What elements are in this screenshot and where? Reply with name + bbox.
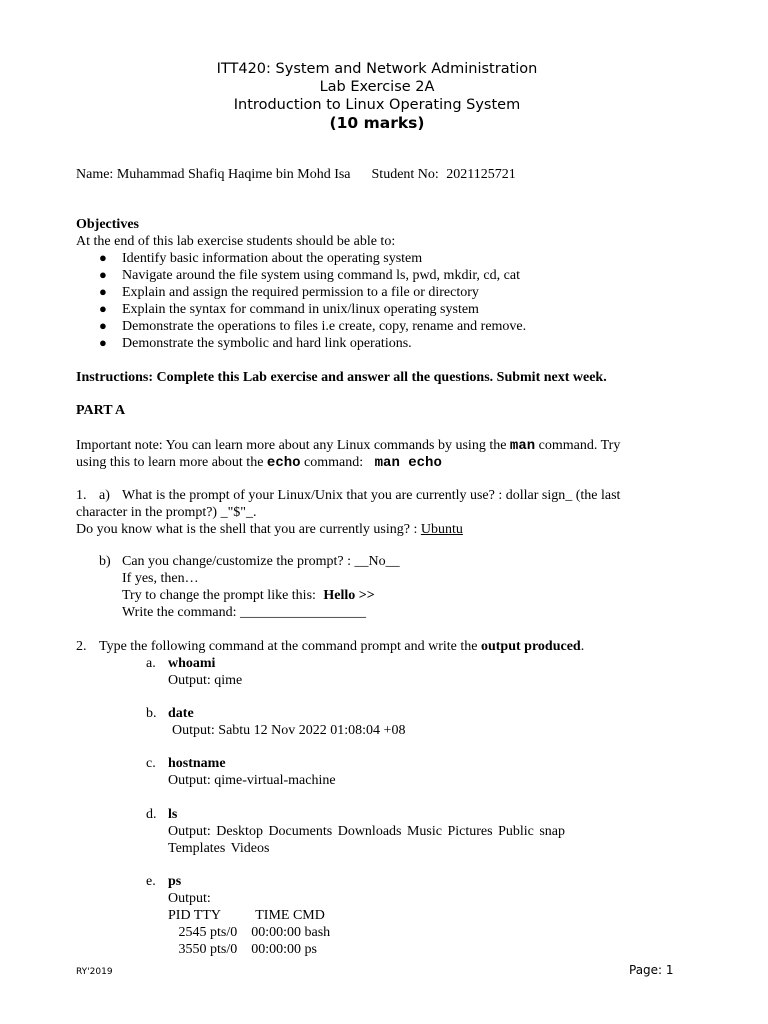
note-line-2: using this to learn more about the echo command: man echo [76,455,442,471]
q2-intro: Type the following command at the command prompt and write the output produced. [99,639,585,654]
q1a-line-1: What is the prompt of your Linux/Unix that you are currently use? : dollar sign_ (the last [122,488,621,503]
bullet-icon: ● [99,284,107,299]
name-label: Name: [76,167,114,182]
objective-item: Demonstrate the operations to files i.e create, copy, rename and remove. [122,319,527,334]
q2-item-label: a. [146,656,156,671]
part-title: PART A [76,403,126,418]
q2-item-output: Output: qime [168,673,243,688]
q1a-label: a) [99,488,110,503]
bullet-icon: ● [99,335,107,350]
bullet-icon: ● [99,267,107,282]
man-command: man [509,438,536,454]
man-echo-command: man echo [374,455,442,471]
student-info [76,166,516,183]
objective-item: Identify basic information about the operating system [122,251,423,266]
ps-output-line: 3550 pts/0 00:00:00 ps [168,942,317,957]
q2-item-label: e. [146,874,156,889]
q1b-line-4: Write the command: __________________ [122,605,367,620]
q1a-line-2: character in the prompt?) _"$"_. [76,505,257,520]
objective-item: Explain the syntax for command in unix/linux operating system [122,302,479,317]
objectives-intro: At the end of this lab exercise students should be able to: [76,234,396,249]
q1b-line-3: Try to change the prompt like this: Hello >> [122,588,375,603]
objective-item: Demonstrate the symbolic and hard link operations. [122,336,412,351]
q1b-line-1: Can you change/customize the prompt? : __No__ [122,554,400,569]
page-number: Page: 1 [629,963,674,977]
student-no-label: Student No: [371,167,439,182]
hello-prompt: Hello >> [323,588,375,603]
q1b-line-2: If yes, then… [122,571,199,586]
q2-item-command: whoami [168,656,216,671]
q2-item-command: hostname [168,756,226,771]
objective-item: Navigate around the file system using command ls, pwd, mkdir, cd, cat [122,268,520,283]
q2-item-output: Output: Sabtu 12 Nov 2022 01:08:04 +08 [172,723,406,738]
marks-title: (10 marks) [329,114,425,132]
q1a-line-3: Do you know what is the shell that you are currently using? : Ubuntu [76,522,463,537]
topic-title: Introduction to Linux Operating System [233,97,521,113]
q2-item-output: Output: qime-virtual-machine [168,773,336,788]
q2-item-command: date [168,706,194,721]
q2-item-output-cont: Templates Videos [168,841,270,856]
objective-item: Explain and assign the required permission to a file or directory [122,285,479,300]
lab-title: Lab Exercise 2A [319,79,435,95]
course-title: ITT420: System and Network Administration [216,61,538,77]
ps-output-line: PID TTY TIME CMD [168,908,325,923]
q2-item-output: Output: [168,891,211,906]
student-name: Muhammad Shafiq Haqime bin Mohd Isa [116,167,351,182]
q2-item-label: d. [146,807,157,822]
q2-item-output: Output: Desktop Documents Downloads Music Pictures Public snap [168,824,566,839]
q2-number: 2. [76,639,87,654]
bullet-icon: ● [99,318,107,333]
bullet-icon: ● [99,250,107,265]
bullet-icon: ● [99,301,107,316]
shell-answer: Ubuntu [420,522,463,537]
instructions: Instructions: Complete this Lab exercise and answer all the questions. Submit next week. [76,370,607,385]
student-no: 2021125721 [446,167,516,182]
footer-left: RY'2019 [76,967,113,977]
note-line-1: Important note: You can learn more about any Linux commands by using the man command. Try [76,438,621,454]
q2-item-command: ps [168,874,182,889]
q2-item-label: b. [146,706,157,721]
ps-output-line: 2545 pts/0 00:00:00 bash [168,925,331,940]
q2-item-label: c. [146,756,156,771]
q1-number: 1. [76,488,87,503]
q2-item-command: ls [168,807,178,822]
echo-command: echo [266,455,301,471]
q1b-label: b) [99,554,111,569]
objectives-heading: Objectives [76,217,139,232]
